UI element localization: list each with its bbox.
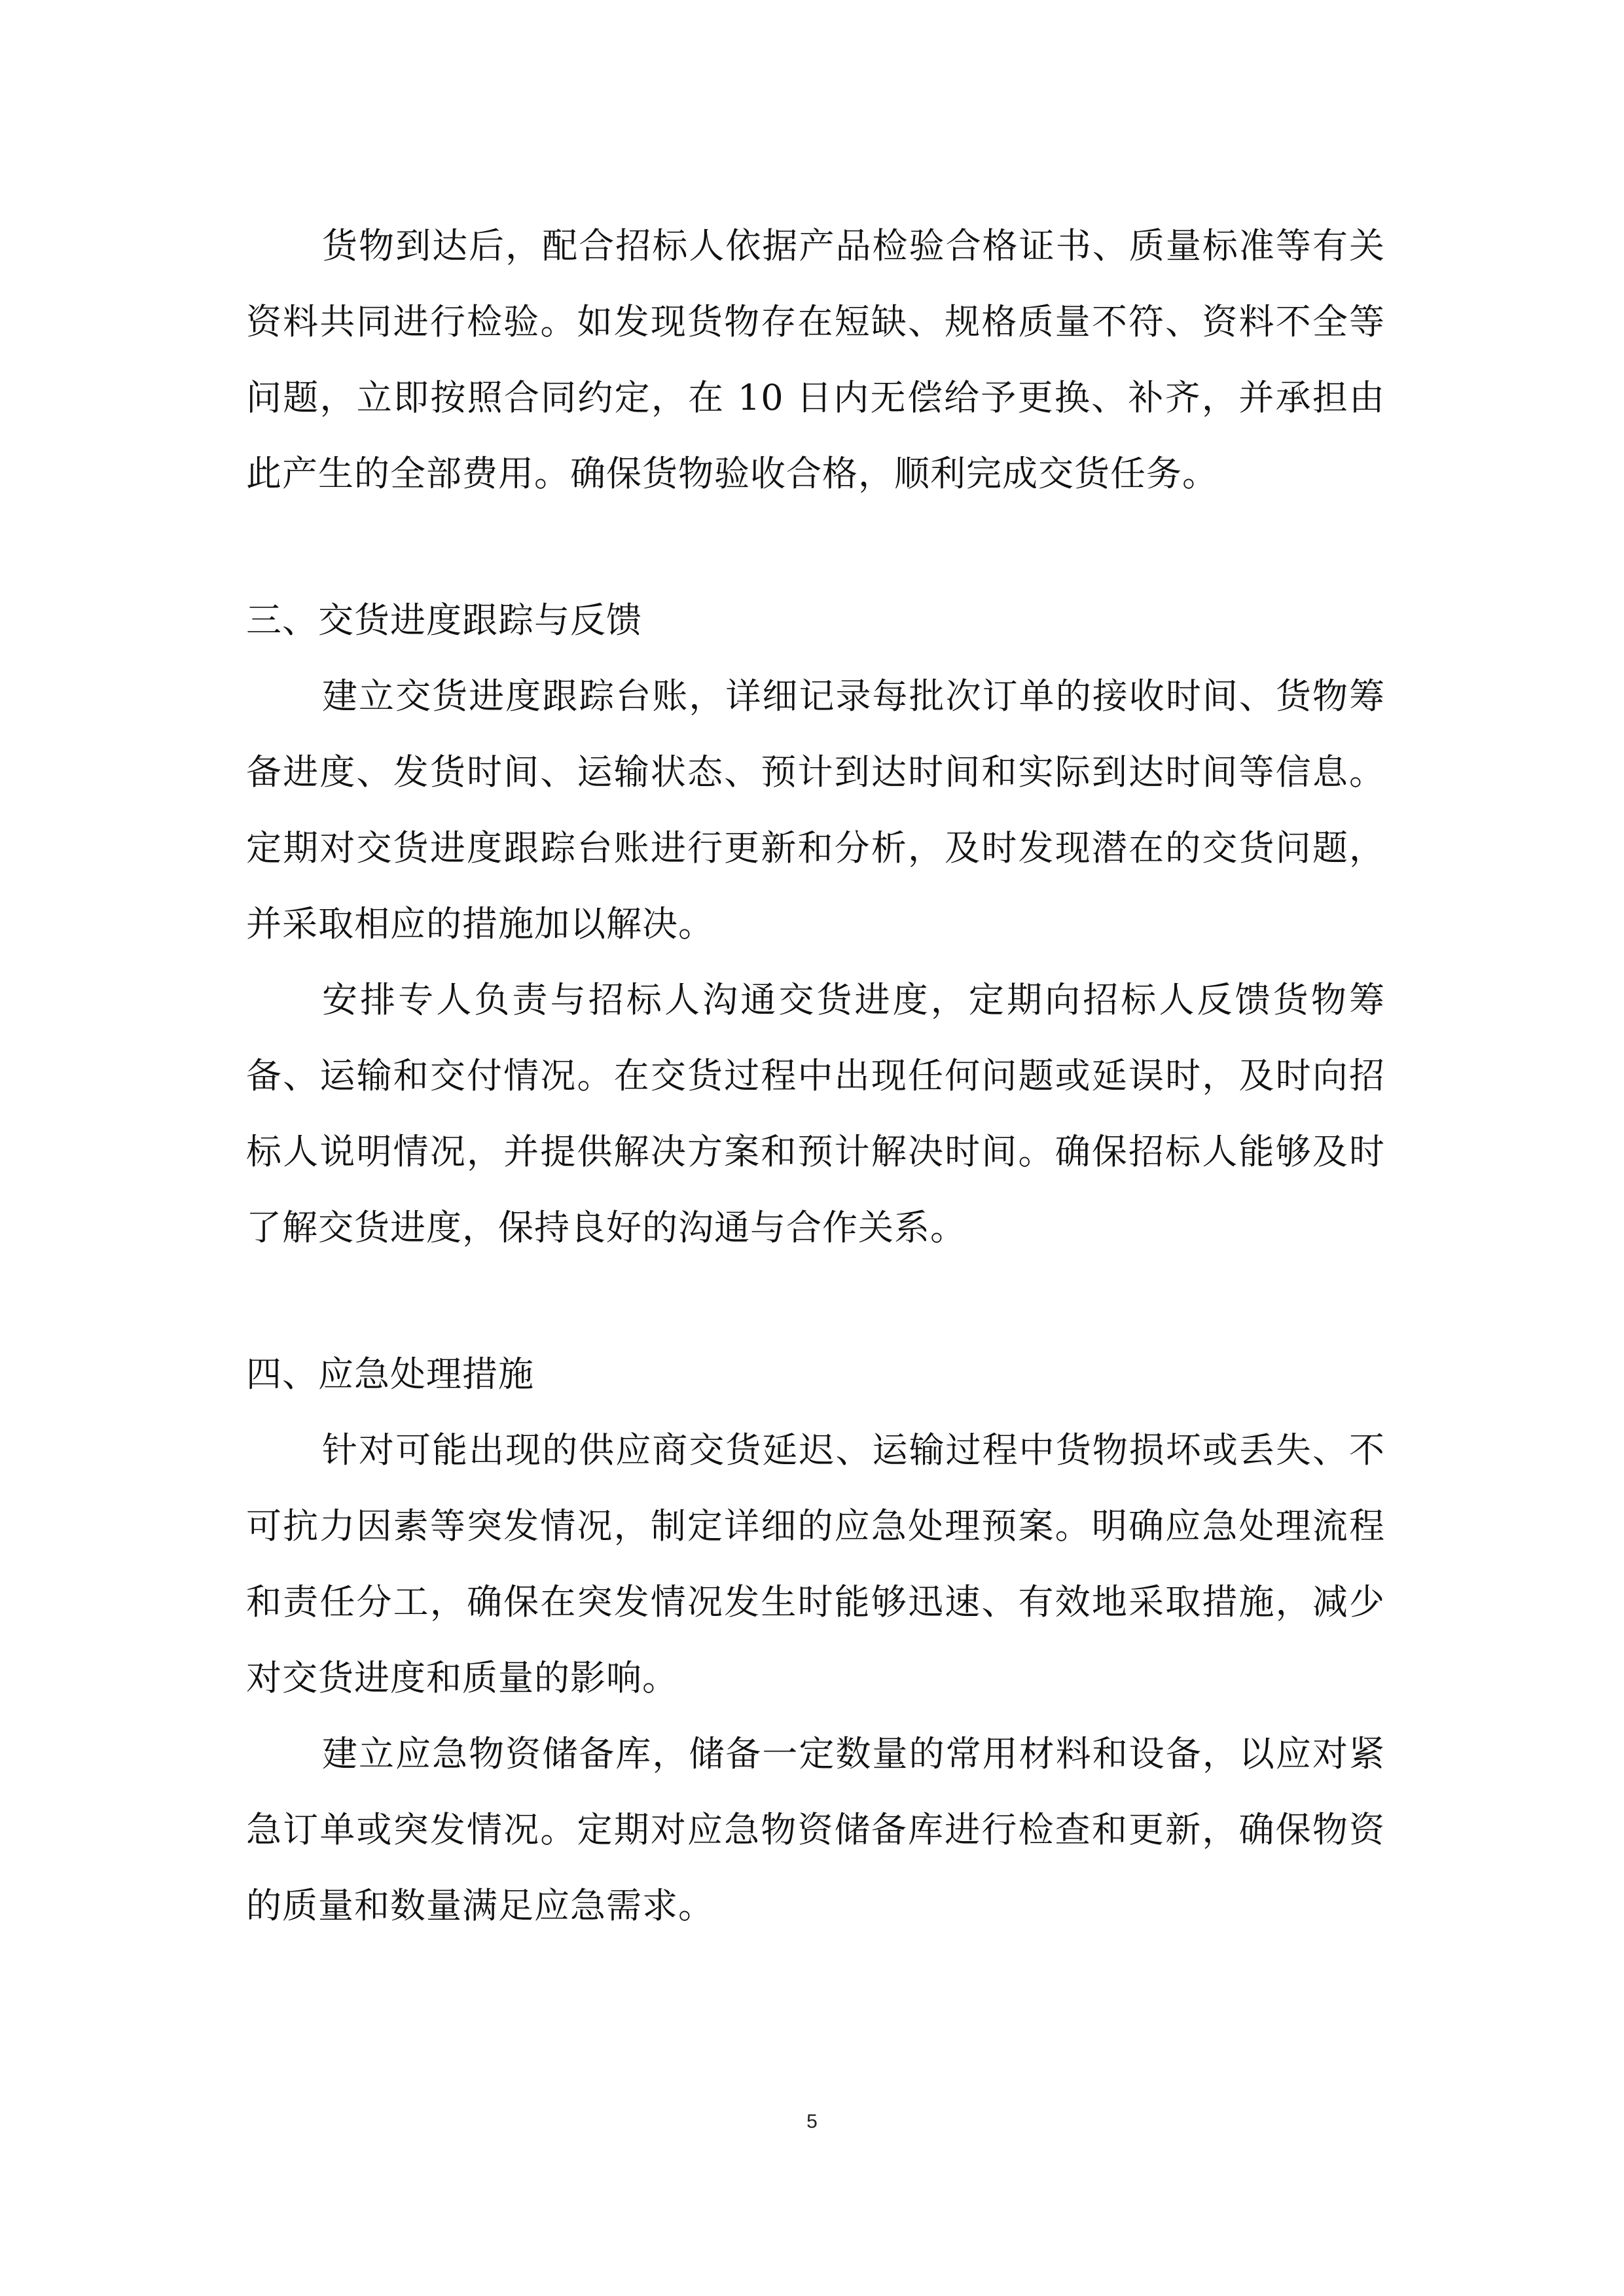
paragraph-tracking-ledger: 建立交货进度跟踪台账，详细记录每批次订单的接收时间、货物筹备进度、发货时间、运输状态、预计到达时间和实际到达时间等信息。定期对交货进度跟踪台账进行更新和分析，及时发现潜在的交货问题，并采取相应的措施加以解决。	[246, 675, 1385, 944]
paragraph-emergency-plan: 针对可能出现的供应商交货延迟、运输过程中货物损坏或丢失、不可抗力因素等突发情况，制定详细的应急处理预案。明确应急处理流程和责任分工，确保在突发情况发生时能够迅速、有效地采取措施，减少对交货进度和质量的影响。	[246, 1429, 1385, 1698]
section-heading-delivery-tracking: 三、交货进度跟踪与反馈	[246, 600, 642, 641]
paragraph-goods-inspection: 货物到达后，配合招标人依据产品检验合格证书、质量标准等有关资料共同进行检验。如发现货物存在短缺、规格质量不符、资料不全等问题，立即按照合同约定，在 10 日内无偿给予更换、补齐，并承担由此产生的全部费用。确保货物验收合格，顺利完成交货任务。	[246, 225, 1385, 494]
paragraph-communication: 安排专人负责与招标人沟通交货进度，定期向招标人反馈货物筹备、运输和交付情况。在交货过程中出现任何问题或延误时，及时向招标人说明情况，并提供解决方案和预计解决时间。确保招标人能够及时了解交货进度，保持良好的沟通与合作关系。	[246, 979, 1385, 1248]
section-spacer	[246, 512, 1385, 583]
section-spacer	[246, 1266, 1385, 1336]
page-body	[246, 208, 1385, 1944]
section-heading-emergency-measures: 四、应急处理措施	[246, 1354, 534, 1395]
paragraph-emergency-stock: 建立应急物资储备库，储备一定数量的常用材料和设备，以应对紧急订单或突发情况。定期对应急物资储备库进行检查和更新，确保物资的质量和数量满足应急需求。	[246, 1733, 1385, 1926]
page-number: 5	[806, 2111, 818, 2132]
